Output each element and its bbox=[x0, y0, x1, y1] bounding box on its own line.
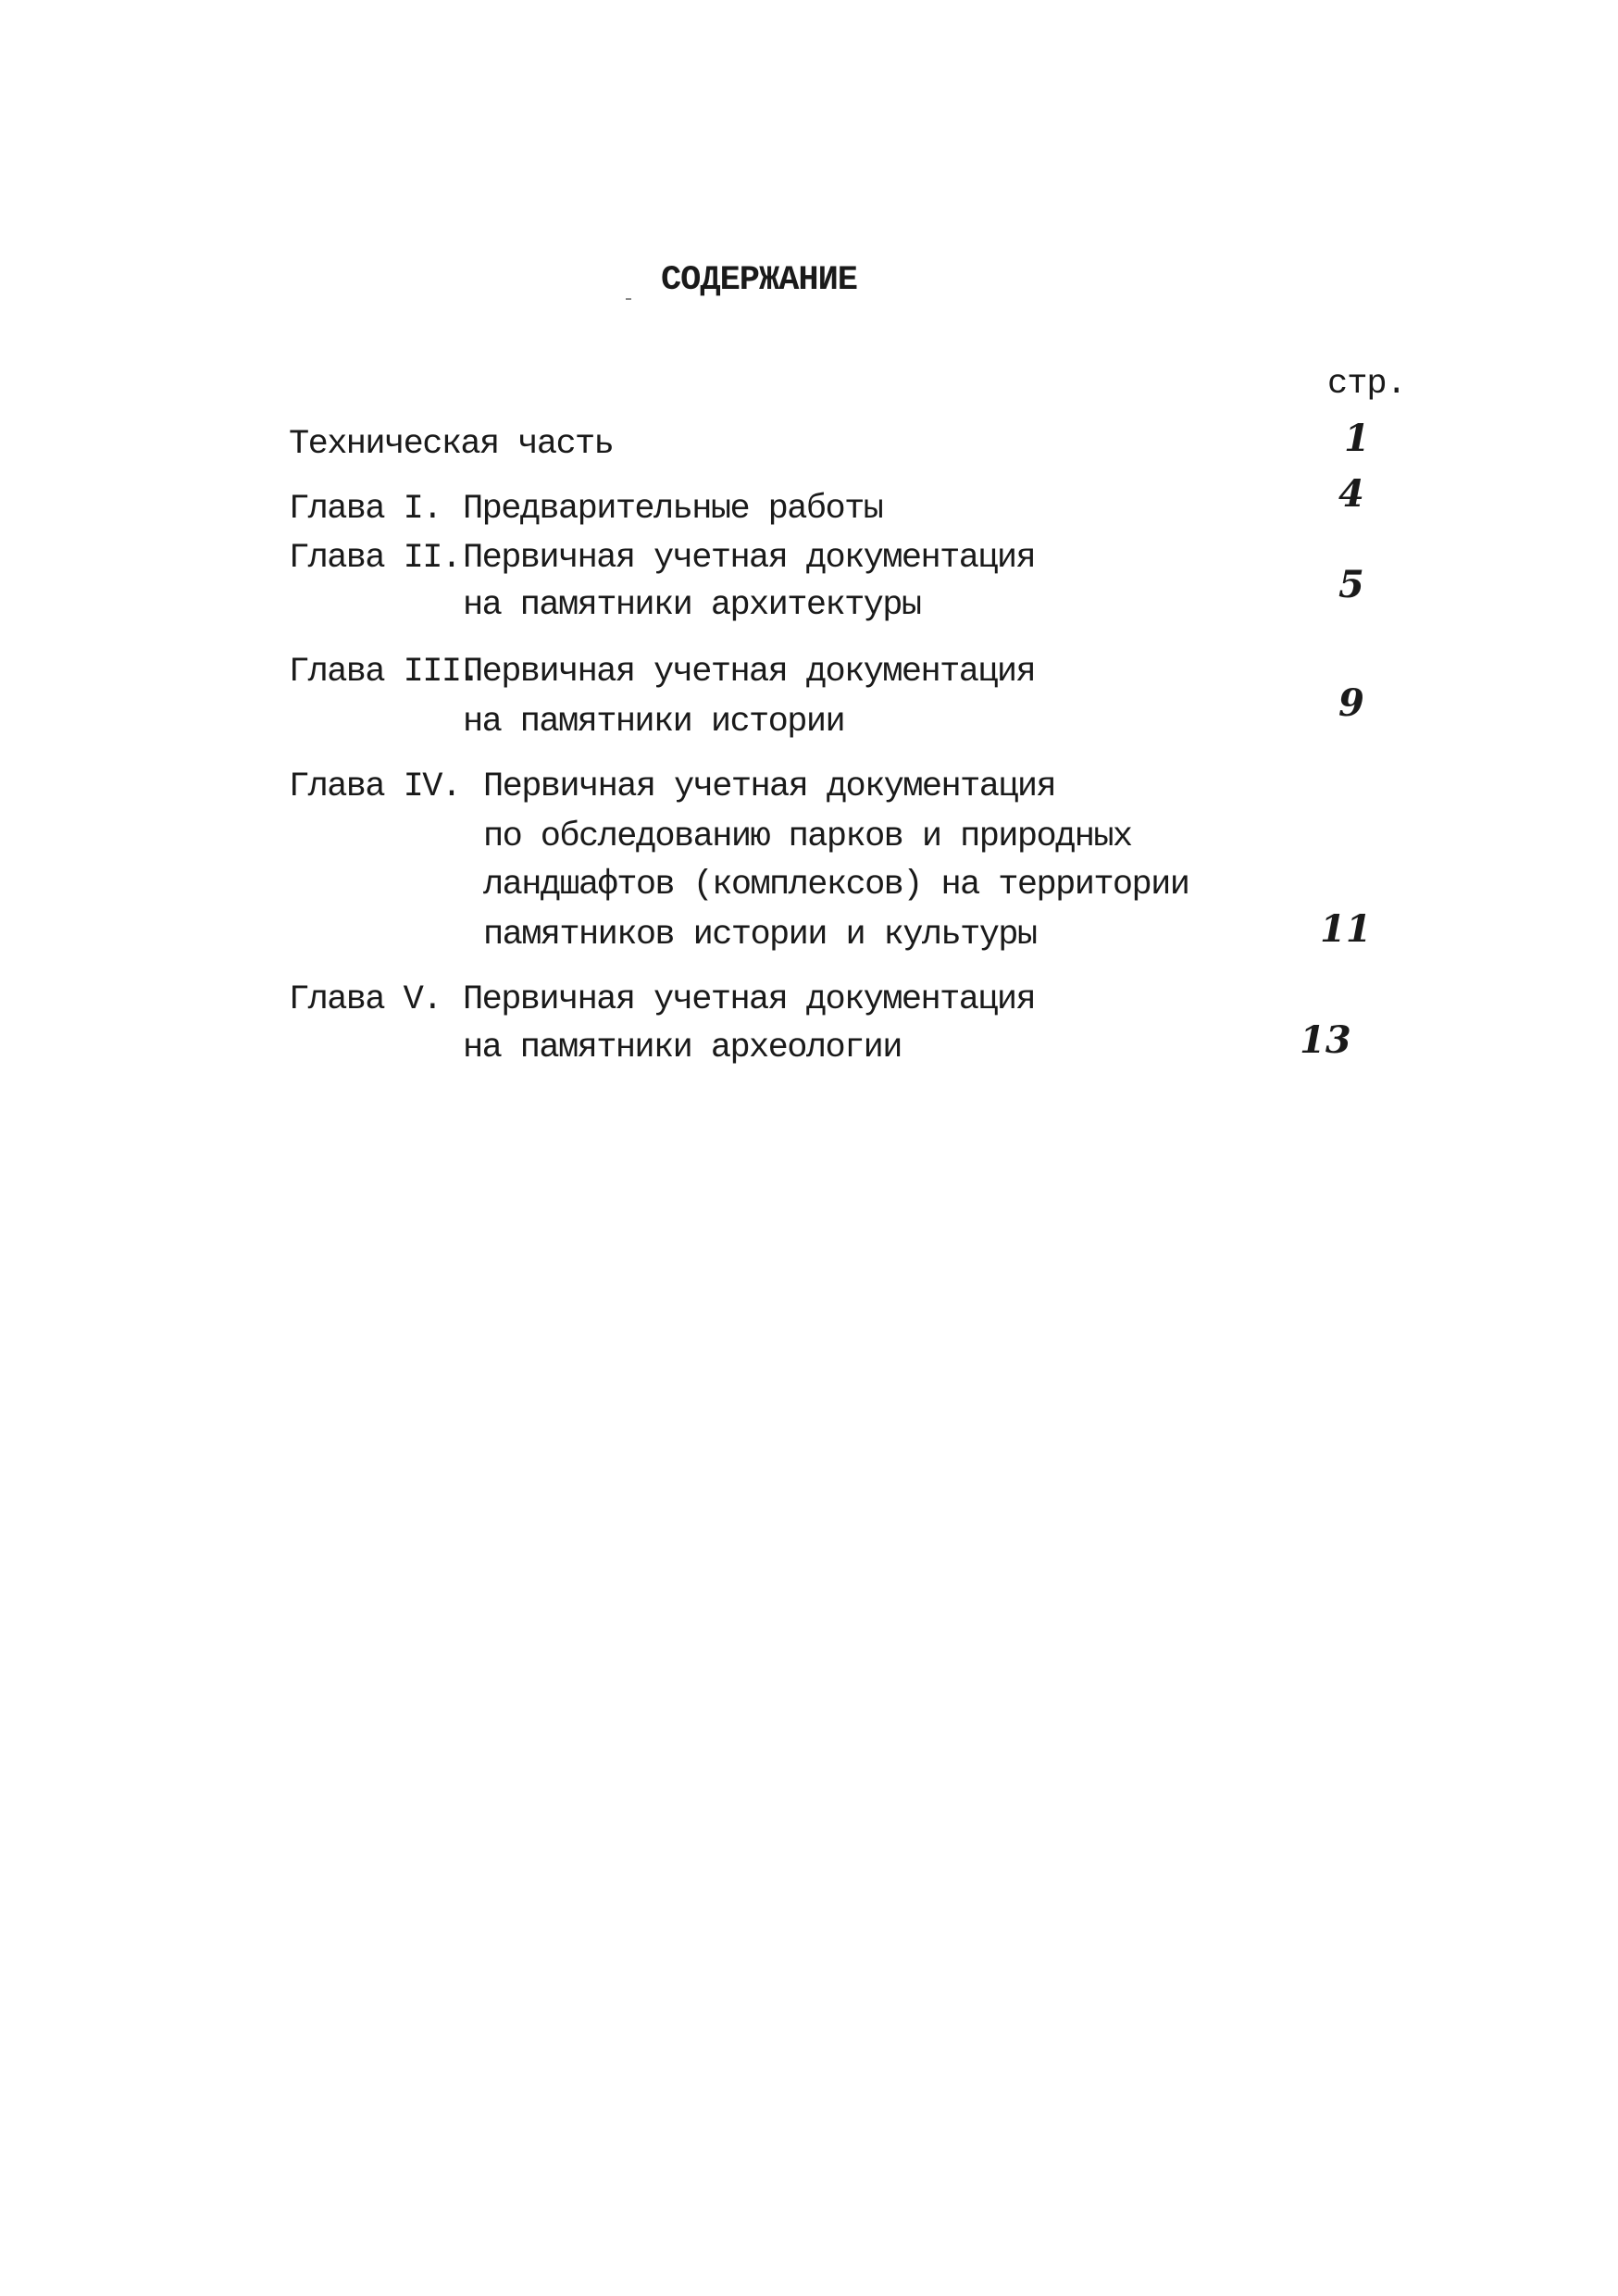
toc-chapter-1-label: Глава I. bbox=[289, 490, 442, 529]
toc-chapter-2-line-1: Первичная учетная документация bbox=[463, 539, 1036, 578]
toc-entry-technical-page: 1 bbox=[1344, 417, 1370, 460]
toc-chapter-4-line-3: ландшафтов (комплексов) на территории bbox=[483, 866, 1189, 905]
toc-chapter-5-page: 13 bbox=[1300, 1018, 1351, 1062]
toc-entry-technical-text: Техническая часть bbox=[289, 425, 614, 464]
toc-chapter-5-label: Глава V. bbox=[289, 980, 442, 1019]
toc-chapter-1-line-1: Предварительные работы bbox=[463, 490, 883, 529]
toc-chapter-2-line-2: на памятники архитектуры bbox=[463, 586, 921, 625]
page-column-label: стр. bbox=[1327, 365, 1406, 404]
toc-chapter-3-page: 9 bbox=[1338, 681, 1364, 725]
toc-chapter-2-label: Глава II. bbox=[289, 539, 461, 578]
toc-chapter-5-line-2: на памятники археологии bbox=[463, 1029, 902, 1067]
toc-chapter-1-page: 4 bbox=[1338, 472, 1364, 516]
toc-chapter-3-line-2: на памятники истории bbox=[463, 703, 845, 742]
scan-speck bbox=[626, 298, 631, 300]
toc-chapter-2-page: 5 bbox=[1338, 563, 1364, 606]
toc-chapter-3-label: Глава III. bbox=[289, 653, 480, 692]
toc-chapter-5-line-1: Первичная учетная документация bbox=[463, 980, 1036, 1019]
toc-chapter-4-label: Глава IV. bbox=[289, 767, 461, 806]
toc-chapter-4-page: 11 bbox=[1320, 907, 1372, 951]
toc-chapter-4-line-4: памятников истории и культуры bbox=[483, 916, 1037, 955]
toc-chapter-4-line-1: Первичная учетная документация bbox=[483, 767, 1056, 806]
page-title: СОДЕРЖАНИЕ bbox=[660, 261, 858, 300]
toc-chapter-3-line-1: Первичная учетная документация bbox=[463, 653, 1036, 692]
toc-chapter-4-line-2: по обследованию парков и природных bbox=[483, 817, 1132, 856]
